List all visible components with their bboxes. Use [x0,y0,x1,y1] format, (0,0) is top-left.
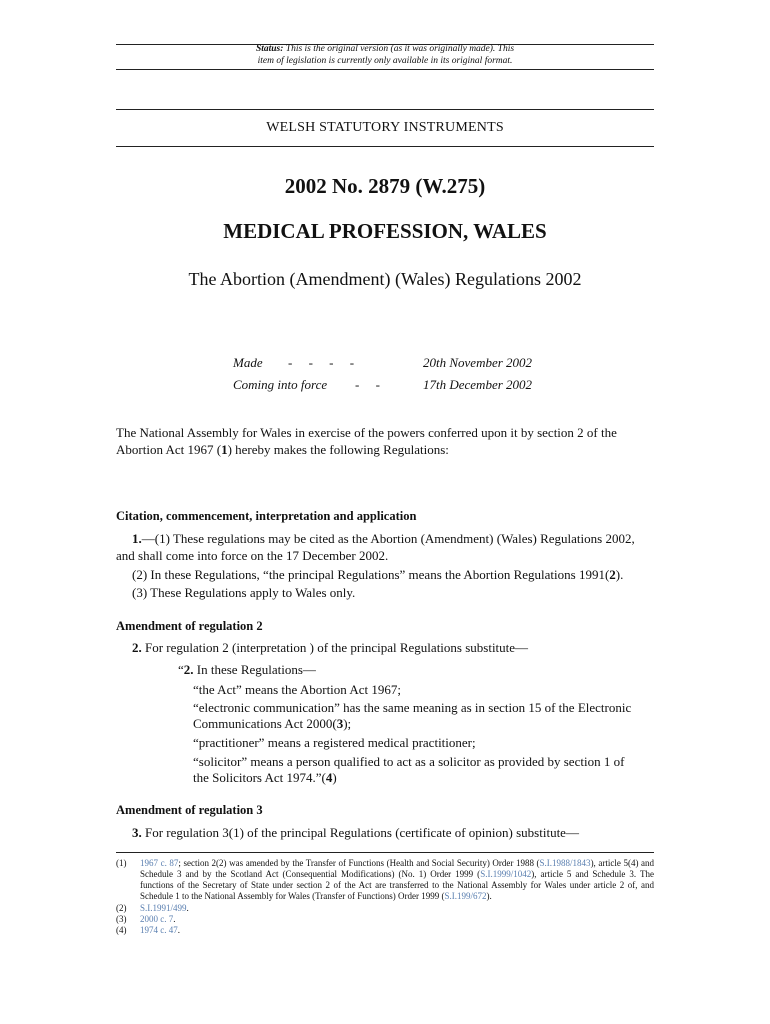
made-date: 20th November 2002 [423,355,533,370]
footnote-4-link[interactable]: 1974 c. 47 [140,925,178,935]
substituted-intro: In these Regulations— [196,662,316,677]
footnote-2-link[interactable]: S.I.1991/499 [140,903,187,913]
footnote-2-text: . [186,903,189,913]
footnote-2-number: (2) [116,903,127,913]
section-1-heading: Citation, commencement, interpretation and application [116,509,417,523]
status-bottom-rule [116,69,654,70]
footnote-3-link[interactable]: 2000 c. 7 [140,914,174,924]
regulation-1-text-b: and shall come into force on the 17 December 2002. [116,548,389,563]
made-label: Made [233,355,263,370]
status-label: Status: [255,44,284,54]
footnote-1-text-4: ). [486,891,492,901]
footnote-3-text: . [173,914,176,924]
regulation-1-text-a: —(1) These regulations may be cited as the Abortion (Amendment) (Wales) Regulations 2002, [141,531,635,546]
regulation-title: The Abortion (Amendment) (Wales) Regulations 2002 [188,269,582,289]
footnote-1-text-2: ), article 5(4) and Schedule 3 and by the Scotland Act (Consequential Modifications) (No. 1) Order 1999 ( [140,858,655,879]
made-dots: - - - - [288,355,355,370]
definition-2-c: ); [343,716,352,731]
definition-2-a: “electronic communication” has the same meaning as in section 15 of the Electronic [193,700,632,715]
footnote-1-text-1: ; section 2(2) was amended by the Transfer of Functions (Health and Social Security) Order 1988 ( [178,858,540,868]
regulation-2-text: For regulation 2 (interpretation ) of the principal Regulations substitute— [145,640,529,655]
substituted-regulation-2 [178,661,654,678]
preamble-line-1: The National Assembly for Wales in exercise of the powers conferred upon it by section 2 of the [116,425,617,440]
footnote-4-text: . [177,925,180,935]
footnote-ref-4[interactable]: 4 [325,770,333,785]
regulation-1-para-1 [116,530,654,564]
regulation-3-text: For regulation 3(1) of the principal Regulations (certificate of opinion) substitute— [145,825,579,840]
status-line-1: This is the original version (as it was originally made). This [285,44,515,54]
section-3-heading: Amendment of regulation 3 [116,803,263,817]
footnote-ref-1[interactable]: 1 [221,442,228,457]
subject-heading: MEDICAL PROFESSION, WALES [223,219,547,243]
definition-practitioner: “practitioner” means a registered medical practitioner; [193,735,476,750]
status-note [116,43,654,67]
definition-4-a: “solicitor” means a person qualified to act as a solicitor as provided by section 1 of [193,754,625,769]
force-dots: - - [355,377,380,392]
footnote-rule [116,852,654,853]
footnote-1-link-si-199-672[interactable]: S.I.199/672 [444,891,487,901]
footnote-ref-2[interactable]: 2 [609,567,616,582]
made-row [233,355,553,377]
footnote-1-link-si-1988-1843[interactable]: S.I.1988/1843 [539,858,591,868]
dates-block [233,355,553,399]
force-date: 17th December 2002 [423,377,533,392]
footnote-1 [116,858,654,904]
regulation-3-para [116,824,654,841]
regulation-3-number: 3. [132,825,142,840]
footnote-4-number: (4) [116,925,127,935]
preamble-line-2a: Abortion Act 1967 ( [116,442,222,457]
series-bottom-rule [116,146,654,147]
section-2-heading: Amendment of regulation 2 [116,619,263,633]
preamble-line-2b: ) hereby makes the following Regulations: [227,442,449,457]
footnote-1-body [140,858,654,902]
regulation-2-number: 2. [132,640,142,655]
definition-solicitor [193,754,654,786]
regulation-2-para [116,639,654,656]
footnote-3-number: (3) [116,914,127,924]
definition-4-b: the Solicitors Act 1974.”( [193,770,326,785]
quote-open: “ [178,662,184,677]
footnote-1-number: (1) [116,858,127,868]
regulation-1-para-2 [116,566,654,583]
status-line-2: item of legislation is currently only available in its original format. [257,56,513,66]
footnote-1-link-si-1999-1042[interactable]: S.I.1999/1042 [480,869,532,879]
force-label: Coming into force [233,377,328,392]
force-row [233,377,553,399]
series-top-rule [116,109,654,110]
definition-2-b: Communications Act 2000( [193,716,337,731]
regulation-1-para-2-b: ). [615,567,624,582]
definition-act: “the Act” means the Abortion Act 1967; [193,682,401,697]
definition-4-c: ) [332,770,337,785]
regulation-1-para-3: (3) These Regulations apply to Wales only. [132,585,356,600]
preamble [116,424,654,458]
footnote-1-text-3: ), article 5 and Schedule 3. The functions of the Secretary of State under section 2 of the Act are transferred to the National Assembly for Wales under article 2 of, and Schedule 1 to the National Assembly for Wales (Transfer of Functions) Order 1999 ( [140,869,654,901]
definition-electronic-communication [193,700,654,732]
si-number: 2002 No. 2879 (W.275) [284,174,486,198]
footnote-1-link-1967-c87[interactable]: 1967 c. 87 [140,858,179,868]
regulation-1-para-2-a: (2) In these Regulations, “the principal Regulations” means the Abortion Regulations 1991( [132,567,610,582]
footnote-ref-3[interactable]: 3 [336,716,344,731]
regulation-1-number: 1. [132,531,142,546]
series-heading: WELSH STATUTORY INSTRUMENTS [266,120,504,135]
substituted-number: 2. [183,662,194,677]
